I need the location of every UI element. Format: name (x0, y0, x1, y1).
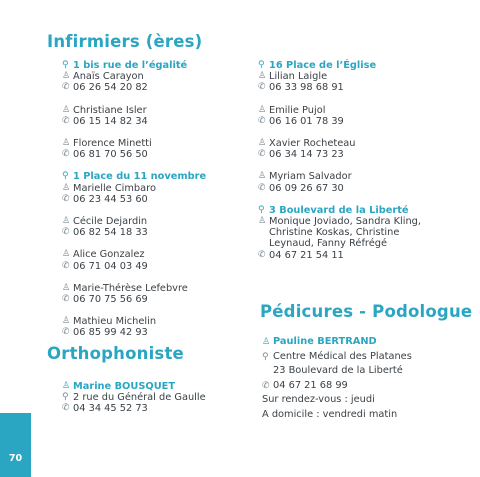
contact-name: Xavier Rocheteau (269, 138, 356, 150)
contact-entry (62, 283, 206, 305)
section-title-infirmiers: Infirmiers (ères) (47, 32, 203, 51)
location-pin-icon: ⚲ (258, 60, 265, 70)
phone-icon: ✆ (258, 249, 266, 260)
contact-names: Monique Joviado, Sandra Kling, (269, 216, 421, 228)
contact-address-line2: 23 Boulevard de la Liberté (273, 365, 403, 376)
person-icon: ♙ (62, 282, 71, 293)
contact-entry (62, 316, 206, 338)
contact-name: Myriam Salvador (269, 171, 352, 183)
phone-icon: ✆ (262, 380, 270, 391)
contact-phone: 06 34 14 73 23 (269, 149, 344, 161)
contact-phone: 06 26 54 20 82 (73, 82, 148, 94)
address-line: ⚲ 1 bis rue de l’égalité (62, 60, 188, 71)
contact-name: Marie-Thérèse Lefebvre (73, 282, 188, 294)
contact-entry (62, 249, 206, 271)
location-pin-icon: ⚲ (258, 204, 265, 215)
contact-name: Christiane Isler (73, 104, 147, 116)
contact-phone: 06 23 44 53 60 (73, 193, 148, 205)
page-number-tab (0, 413, 31, 477)
phone-icon: ✆ (258, 182, 266, 193)
appointment-note: Sur rendez-vous : jeudi (262, 394, 375, 405)
person-icon: ♙ (62, 138, 71, 149)
person-icon: ♙ (62, 316, 71, 327)
location-pin-icon: ⚲ (62, 392, 69, 403)
section-title-orthophoniste: Orthophoniste (47, 344, 184, 363)
person-icon: ♙ (262, 337, 271, 347)
contact-name: Lilian Laigle (269, 71, 328, 83)
contact-name: Emilie Pujol (269, 104, 326, 116)
contact-phone: 06 15 14 82 34 (73, 115, 148, 127)
contact-name: Alice Gonzalez (73, 249, 145, 261)
contact-phone: 04 67 21 54 11 (269, 249, 344, 261)
contact-phone: ✆ 04 34 45 52 73 (62, 403, 148, 415)
location-pin-icon: ⚲ (62, 171, 69, 182)
contact-names: Christine Koskas, Christine (269, 227, 400, 239)
contact-phone: 06 09 26 67 30 (269, 182, 344, 194)
phone-icon: ✆ (258, 115, 266, 126)
contact-phone: 06 16 01 78 39 (269, 115, 344, 127)
contact-entry (62, 105, 206, 127)
infirmiers-right-column (258, 60, 421, 261)
person-icon: ♙ (258, 71, 267, 82)
location-pin-icon: ⚲ (262, 351, 269, 362)
contact-name: Florence Minetti (73, 138, 152, 150)
contact-phone: 06 85 99 42 93 (73, 327, 148, 339)
contact-phone: 06 81 70 56 50 (73, 149, 148, 161)
contact-entry (62, 71, 206, 93)
address-line: ⚲ 16 Place de l’Église (258, 60, 377, 71)
contact-phone: 06 71 04 03 49 (73, 260, 148, 272)
contact-name: ♙ Pauline BERTRAND (262, 335, 412, 350)
contact-entry (258, 105, 421, 127)
person-icon: ♙ (258, 171, 267, 182)
phone-icon: ✆ (62, 115, 70, 126)
address-line: ⚲ 1 Place du 11 novembre (62, 171, 207, 183)
person-icon: ♙ (62, 71, 71, 82)
contact-entry (258, 71, 421, 93)
contact-name: Marielle Cimbaro (73, 182, 156, 194)
contact-phone: 06 82 54 18 33 (73, 227, 148, 239)
phone-icon: ✆ (62, 193, 70, 204)
contact-phone: 06 33 98 68 91 (269, 82, 344, 94)
contact-phone: ✆ 04 67 21 68 99 (262, 379, 412, 394)
location-pin-icon: ⚲ (62, 60, 69, 70)
person-icon: ♙ (258, 138, 267, 149)
contact-address: ⚲ 2 rue du Général de Gaulle (62, 392, 206, 404)
phone-icon: ✆ (258, 82, 266, 93)
pedicures-block (262, 335, 412, 422)
contact-entry (62, 138, 206, 160)
phone-icon: ✆ (62, 260, 70, 271)
infirmiers-left-column (62, 60, 206, 339)
phone-icon: ✆ (62, 149, 70, 160)
home-visit-note: A domicile : vendredi matin (262, 408, 398, 420)
person-icon: ♙ (62, 104, 71, 115)
contact-entry (258, 138, 421, 160)
person-icon: ♙ (62, 381, 71, 391)
person-icon: ♙ (258, 216, 267, 227)
person-icon: ♙ (62, 216, 71, 227)
page-number: 70 (8, 453, 23, 464)
contact-entry (62, 216, 206, 238)
section-title-pedicures: Pédicures - Podologue (260, 302, 473, 321)
address-line: ⚲ 3 Boulevard de la Liberté (258, 204, 409, 216)
phone-icon: ✆ (62, 403, 70, 414)
orthophoniste-block (62, 381, 206, 415)
contact-name: Mathieu Michelin (73, 316, 157, 328)
contact-names: Leynaud, Fanny Réfrégé (269, 238, 387, 250)
contact-entry (62, 183, 206, 205)
contact-name: ♙ Marine BOUSQUET (62, 381, 176, 392)
phone-icon: ✆ (258, 149, 266, 160)
phone-icon: ✆ (62, 327, 70, 338)
phone-icon: ✆ (62, 294, 70, 305)
person-icon: ♙ (258, 104, 267, 115)
person-icon: ♙ (62, 182, 71, 193)
contact-entry-group (258, 216, 421, 261)
contact-phone: 06 70 75 56 69 (73, 294, 148, 306)
contact-address: ⚲ Centre Médical des Platanes (262, 350, 412, 365)
phone-icon: ✆ (62, 227, 70, 238)
contact-entry (258, 171, 421, 193)
contact-name: Anaïs Carayon (73, 71, 144, 83)
phone-icon: ✆ (62, 82, 70, 93)
contact-name: Cécile Dejardin (73, 216, 148, 228)
person-icon: ♙ (62, 249, 71, 260)
